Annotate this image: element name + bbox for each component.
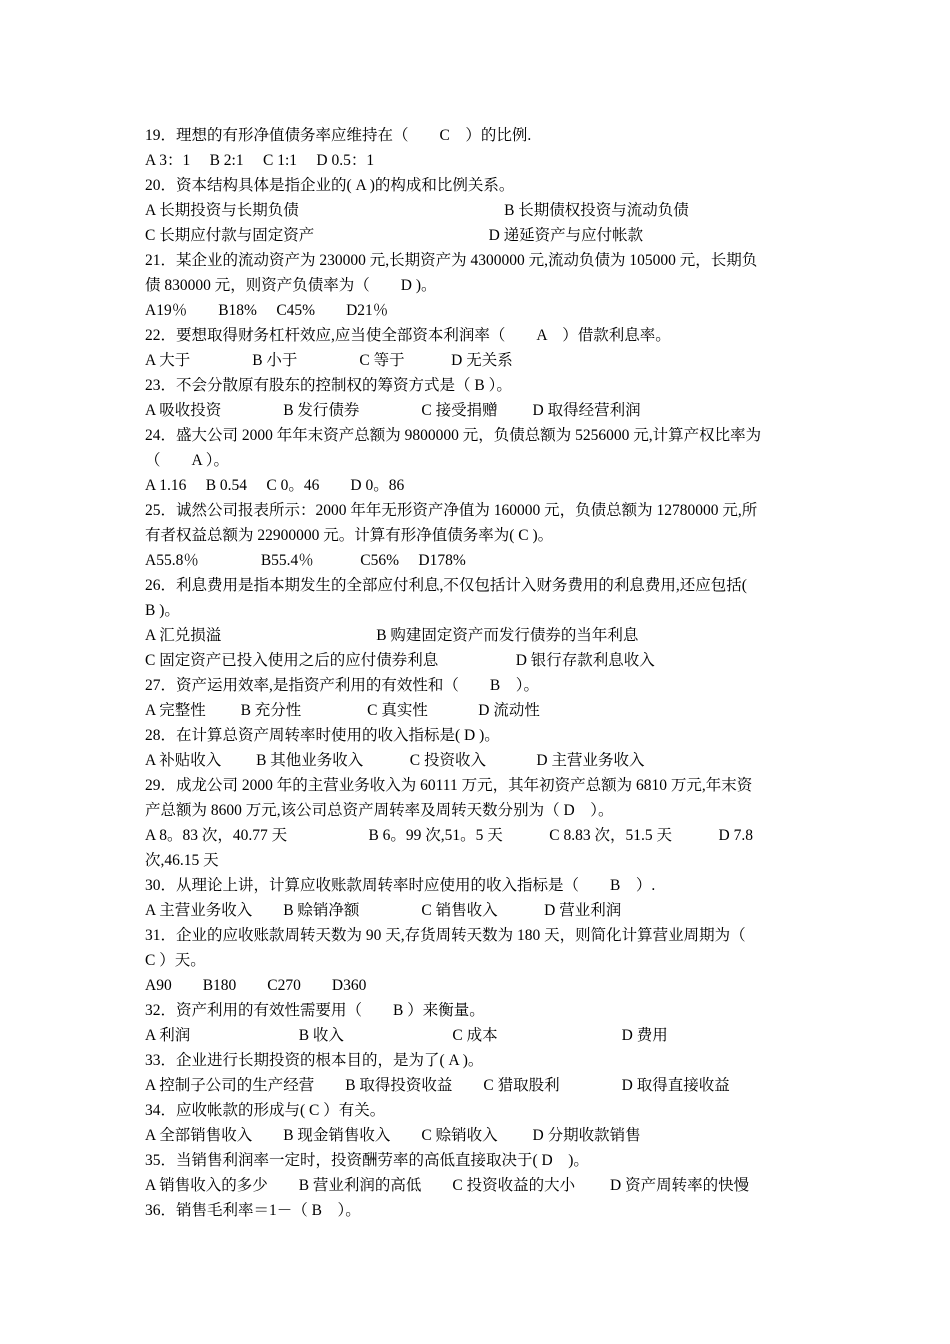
options-26-cd: C 固定资产已投入使用之后的应付债券利息 D 银行存款利息收入 xyxy=(145,652,655,669)
options-33: A 控制子公司的生产经营 B 取得投资收益 C 猎取股利 D 取得直接收益 xyxy=(145,1077,730,1094)
options-20-cd: C 长期应付款与固定资产 D 递延资产与应付帐款 xyxy=(145,227,644,244)
question-35: 35．当销售利润率一定时，投资酬劳率的高低直接取决于( D )。 xyxy=(145,1152,589,1169)
question-24-cont: （ A ）。 xyxy=(145,452,229,469)
document-body xyxy=(145,123,810,1223)
options-29-cont: 次,46.15 天 xyxy=(145,852,219,869)
options-27: A 完整性 B 充分性 C 真实性 D 流动性 xyxy=(145,702,540,719)
options-34: A 全部销售收入 B 现金销售收入 C 赊销收入 D 分期收款销售 xyxy=(145,1127,641,1144)
options-31: A90 B180 C270 D360 xyxy=(145,977,367,994)
question-29-cont: 产总额为 8600 万元,该公司总资产周转率及周转天数分别为（ D ）。 xyxy=(145,802,614,819)
question-31-cont: C ）天。 xyxy=(145,952,206,969)
options-26-ab: A 汇兑损溢 B 购建固定资产而发行债券的当年利息 xyxy=(145,627,639,644)
options-19: A 3：1 B 2:1 C 1:1 D 0.5：1 xyxy=(145,152,375,169)
question-34: 34．应收帐款的形成与( C ）有关。 xyxy=(145,1102,386,1119)
options-29: A 8。83 次，40.77 天 B 6。99 次,51。5 天 C 8.83 次，51.5 天 D 7.8 xyxy=(145,827,753,844)
question-24: 24．盛大公司 2000 年年末资产总额为 9800000 元，负债总额为 5256000 元,计算产权比率为 xyxy=(145,427,762,444)
question-19: 19．理想的有形净值债务率应维持在（ C ）的比例. xyxy=(145,127,532,144)
question-21: 21．某企业的流动资产为 230000 元,长期资产为 4300000 元,流动负债为 105000 元，长期负 xyxy=(145,252,758,269)
question-27: 27．资产运用效率,是指资产利用的有效性和（ B ）。 xyxy=(145,677,539,694)
question-26: 26．利息费用是指本期发生的全部应付利息,不仅包括计入财务费用的利息费用,还应包括( xyxy=(145,577,747,594)
options-32: A 利润 B 收入 C 成本 D 费用 xyxy=(145,1027,668,1044)
question-33: 33．企业进行长期投资的根本目的，是为了( A )。 xyxy=(145,1052,484,1069)
question-25: 25．诚然公司报表所示：2000 年年无形资产净值为 160000 元，负债总额为 12780000 元,所 xyxy=(145,502,758,519)
question-31: 31．企业的应收账款周转天数为 90 天,存货周转天数为 180 天，则简化计算营业周期为（ xyxy=(145,927,746,944)
question-25-cont: 有者权益总额为 22900000 元。计算有形净值债务率为( C )。 xyxy=(145,527,554,544)
options-35: A 销售收入的多少 B 营业利润的高低 C 投资收益的大小 D 资产周转率的快慢 xyxy=(145,1177,750,1194)
question-26-cont: B )。 xyxy=(145,602,180,619)
question-30: 30．从理论上讲，计算应收账款周转率时应使用的收入指标是（ B ）. xyxy=(145,877,656,894)
options-24: A 1.16 B 0.54 C 0。46 D 0。86 xyxy=(145,477,405,494)
question-36: 36．销售毛利率＝1－（ B ）。 xyxy=(145,1202,361,1219)
question-23: 23．不会分散原有股东的控制权的筹资方式是（ B ）。 xyxy=(145,377,512,394)
question-22: 22．要想取得财务杠杆效应,应当使全部资本利润率（ A ）借款利息率。 xyxy=(145,327,671,344)
options-25: A55.8％ B55.4％ C56% D178% xyxy=(145,552,466,569)
question-20: 20．资本结构具体是指企业的( A )的构成和比例关系。 xyxy=(145,177,515,194)
options-30: A 主营业务收入 B 赊销净额 C 销售收入 D 营业利润 xyxy=(145,902,622,919)
question-28: 28．在计算总资产周转率时使用的收入指标是( D )。 xyxy=(145,727,500,744)
options-20-ab: A 长期投资与长期负债 B 长期债权投资与流动负债 xyxy=(145,202,689,219)
options-28: A 补贴收入 B 其他业务收入 C 投资收入 D 主营业务收入 xyxy=(145,752,645,769)
options-23: A 吸收投资 B 发行债券 C 接受捐赠 D 取得经营利润 xyxy=(145,402,641,419)
question-29: 29．成龙公司 2000 年的主营业务收入为 60111 万元，其年初资产总额为 6810 万元,年末资 xyxy=(145,777,753,794)
question-21-cont: 债 830000 元，则资产负债率为（ D )。 xyxy=(145,277,437,294)
options-22: A 大于 B 小于 C 等于 D 无关系 xyxy=(145,352,513,369)
question-32: 32．资产利用的有效性需要用（ B ）来衡量。 xyxy=(145,1002,485,1019)
options-21: A19％ B18% C45% D21％ xyxy=(145,302,389,319)
